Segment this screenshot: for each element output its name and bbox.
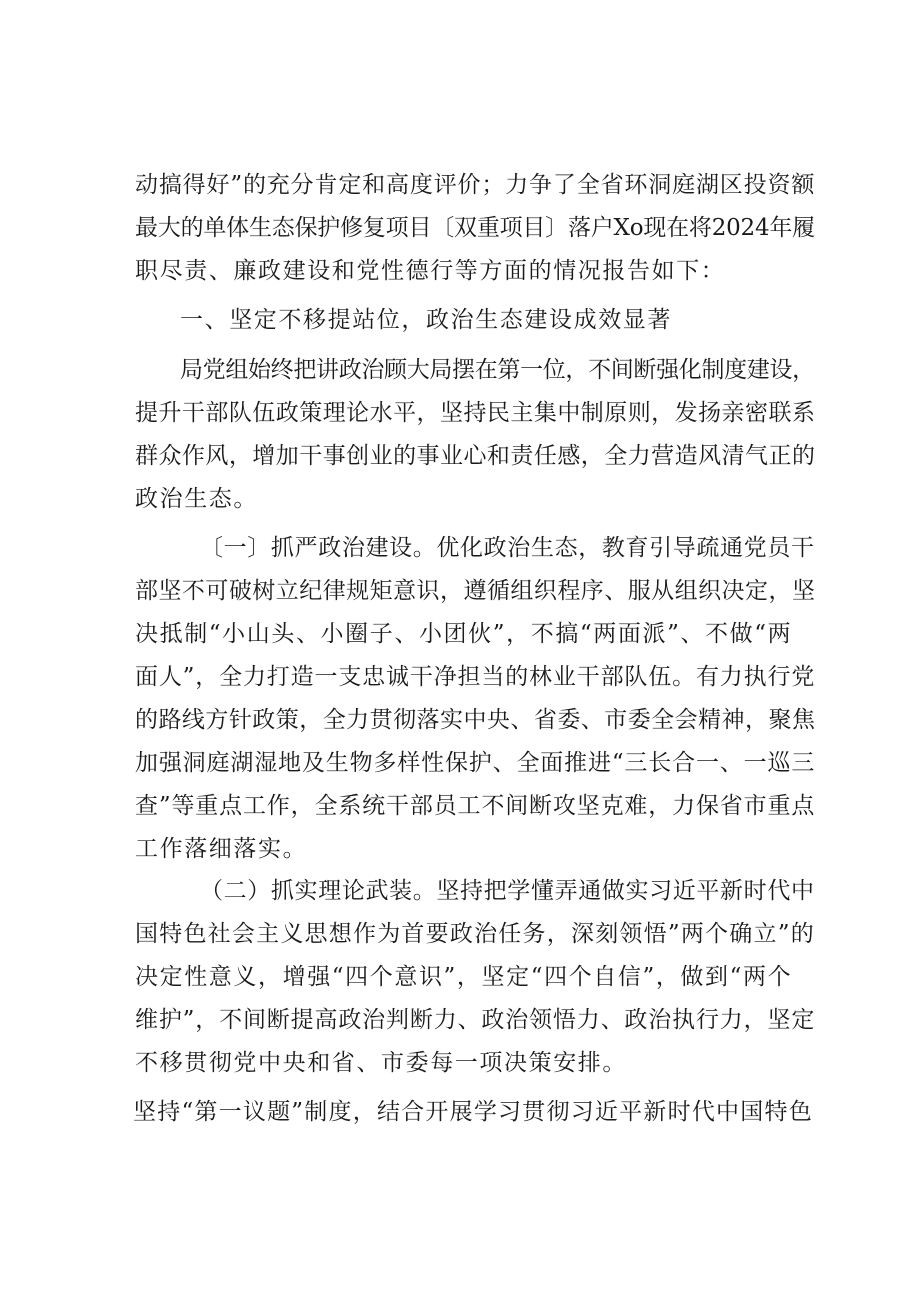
body-text-line: 提升干部队伍政策理论水平，坚持民主集中制原则，发扬亲密联系 xyxy=(135,400,816,426)
body-text-line: 查”等重点工作，全系统干部员工不间断攻坚克难，力保省市重点 xyxy=(135,793,816,819)
body-text-line: 群众作风，增加干事创业的事业心和责任感，全力营造风清气正的 xyxy=(135,443,816,469)
body-text-line: 部坚不可破树立纪律规矩意识，遵循组织程序、服从组织决定，坚 xyxy=(135,578,816,604)
body-text-line: 工作落细落实。 xyxy=(135,836,308,862)
body-text-line: 局党组始终把讲政治顾大局摆在第一位，不间断强化制度建设， xyxy=(180,357,815,383)
body-text-line: 政治生态。 xyxy=(135,486,258,512)
body-text-line: 面人”，全力打造一支忠诚干净担当的林业干部队伍。有力执行党 xyxy=(135,664,816,690)
body-text-line: 不移贯彻党中央和省、市委每一项决策安排。 xyxy=(135,1050,627,1076)
body-text-line: 决定性意义，增强“四个意识”，坚定“四个自信”，做到“两个 xyxy=(135,964,793,990)
body-text-line: 动搞得好”的充分肯定和高度评价；力争了全省环洞庭湖区投资额 xyxy=(135,172,816,198)
body-text-line: 坚持“第一议题”制度，结合开展学习贯彻习近平新时代中国特色 xyxy=(133,1099,813,1125)
body-text-line: 维护”，不间断提高政治判断力、政治领悟力、政治执行力，坚定 xyxy=(135,1007,816,1033)
body-text-line: 国特色社会主义思想作为首要政治任务，深刻领悟”两个确立”的 xyxy=(135,921,815,947)
body-text-line: 的路线方针政策，全力贯彻落实中央、省委、市委全会精神，聚焦 xyxy=(135,707,816,733)
section-heading: 一、坚定不移提站位，政治生态建设成效显著 xyxy=(180,307,672,333)
subsection-paragraph-start: 〔一〕抓严政治建设。优化政治生态，教育引导疏通党员干 xyxy=(200,535,815,561)
subsection-paragraph-start: （二）抓实理论武装。坚持把学懂弄通做实习近平新时代中 xyxy=(200,878,815,904)
body-text-line: 决抵制“小山头、小圈子、小团伙”，不搞“两面派”、不做“两 xyxy=(135,621,793,647)
body-text-line: 最大的单体生态保护修复项目〔双重项目〕落户Xo现在将2024年履 xyxy=(135,215,815,241)
body-text-line: 加强洞庭湖湿地及生物多样性保护、全面推进“三长合一、一巡三 xyxy=(135,750,816,776)
body-text-line: 职尽责、廉政建设和党性德行等方面的情况报告如下： xyxy=(135,258,726,284)
